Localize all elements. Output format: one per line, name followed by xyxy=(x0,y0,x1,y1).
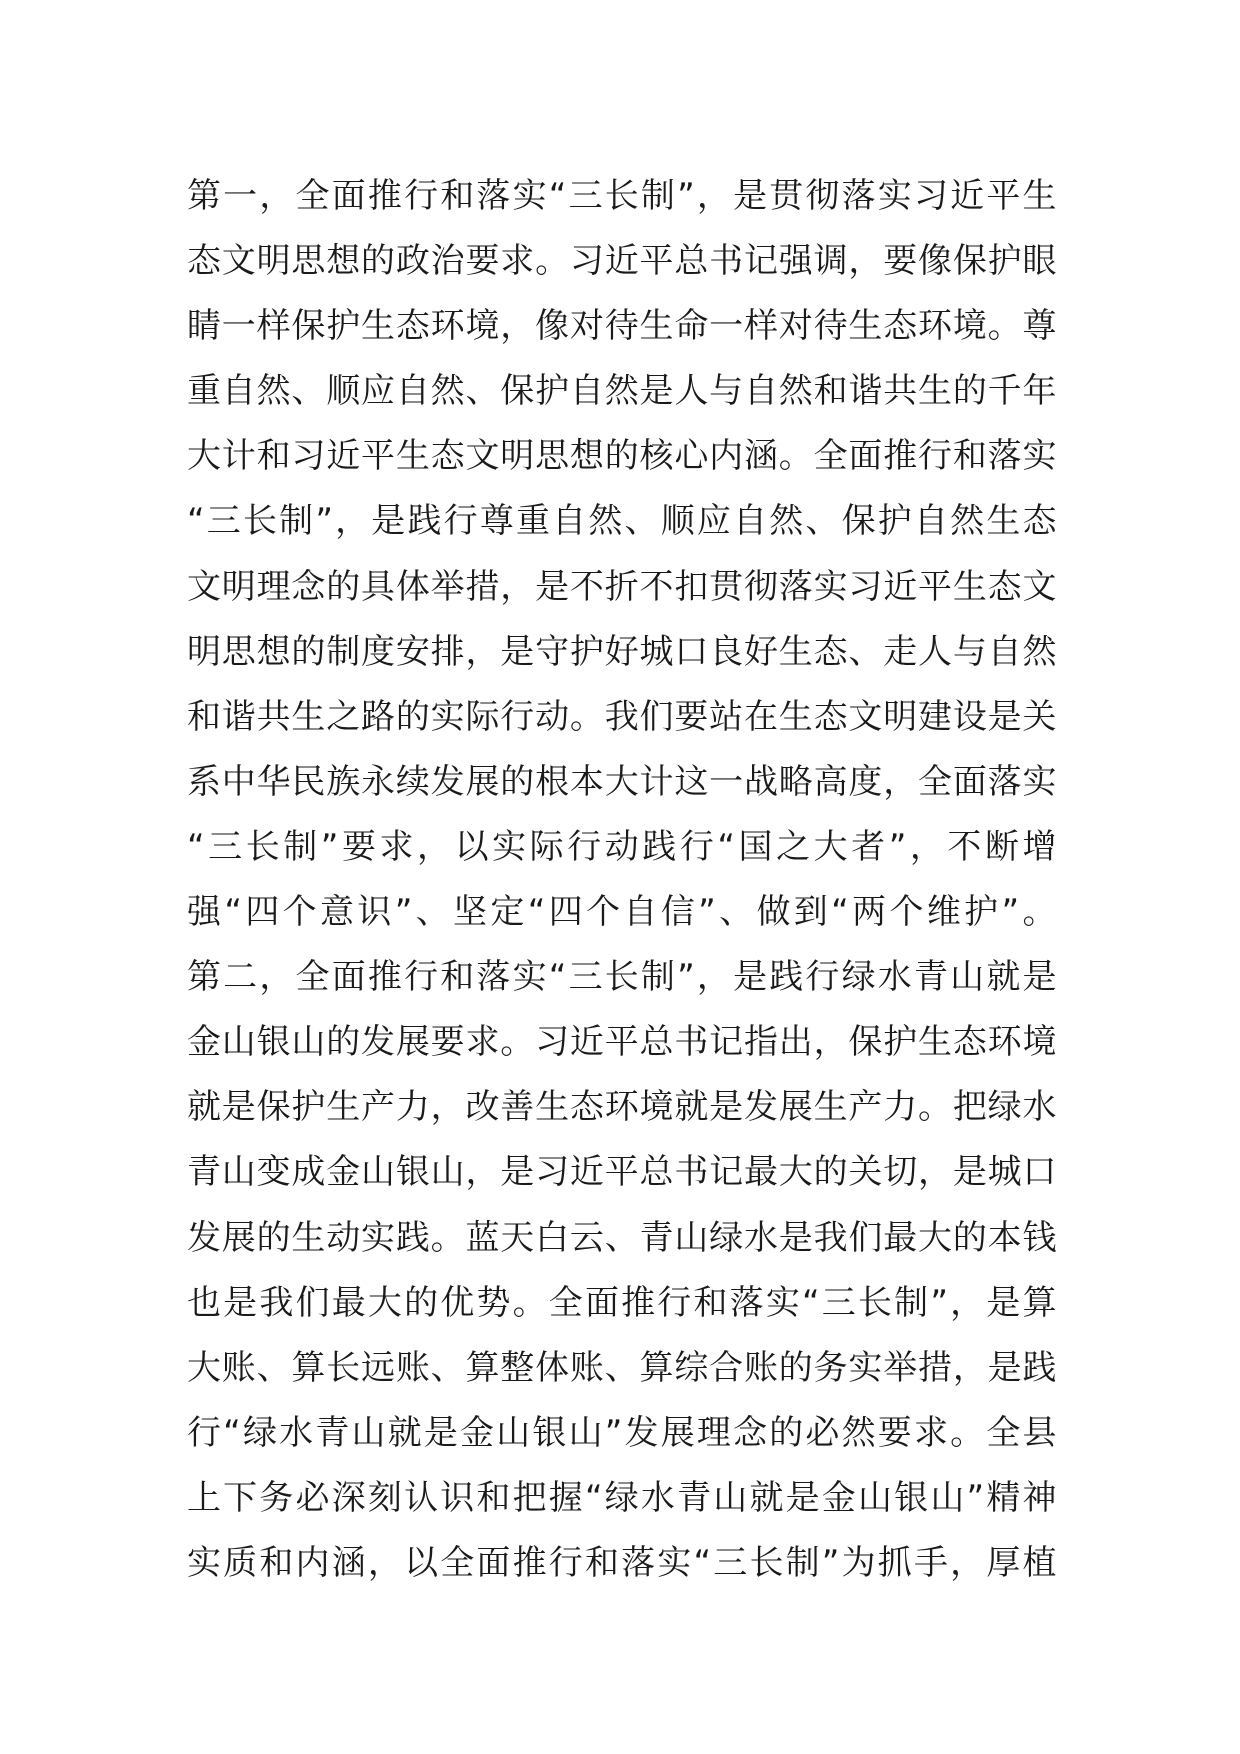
text-line: 就是保护生产力，改善生态环境就是发展生产力。把绿水 xyxy=(187,1087,1057,1128)
text-line: 大计和习近平生态文明思想的核心内涵。全面推行和落实 xyxy=(187,436,1057,477)
text-line: 青山变成金山银山，是习近平总书记最大的关切，是城口 xyxy=(187,1152,1057,1193)
text-line: 金山银山的发展要求。习近平总书记指出，保护生态环境 xyxy=(187,1022,1057,1063)
text-line: “三长制”，是践行尊重自然、顺应自然、保护自然生态 xyxy=(187,501,1057,542)
text-line: 第二，全面推行和落实“三长制”，是践行绿水青山就是 xyxy=(187,957,1057,998)
text-line: 第一，全面推行和落实“三长制”，是贯彻落实习近平生 xyxy=(187,176,1057,216)
body-text xyxy=(187,164,1057,1596)
text-line: 发展的生动实践。蓝天白云、青山绿水是我们最大的本钱 xyxy=(187,1217,1057,1258)
text-line: 和谐共生之路的实际行动。我们要站在生态文明建设是关 xyxy=(187,696,1057,737)
text-line: “三长制”要求，以实际行动践行“国之大者”，不断增 xyxy=(187,826,1057,867)
text-line: 大账、算长远账、算整体账、算综合账的务实举措，是践 xyxy=(187,1347,1057,1388)
text-line: 态文明思想的政治要求。习近平总书记强调，要像保护眼 xyxy=(187,241,1057,282)
text-line: 系中华民族永续发展的根本大计这一战略高度，全面落实 xyxy=(187,761,1057,802)
text-line: 睛一样保护生态环境，像对待生命一样对待生态环境。尊 xyxy=(187,306,1057,347)
text-line: 上下务必深刻认识和把握“绿水青山就是金山银山”精神 xyxy=(187,1477,1057,1518)
text-line: 明思想的制度安排，是守护好城口良好生态、走人与自然 xyxy=(187,631,1057,672)
text-line: 文明理念的具体举措，是不折不扣贯彻落实习近平生态文 xyxy=(187,566,1057,607)
text-line: 实质和内涵，以全面推行和落实“三长制”为抓手，厚植 xyxy=(187,1542,1057,1583)
text-line: 行“绿水青山就是金山银山”发展理念的必然要求。全县 xyxy=(187,1412,1057,1453)
text-line: 重自然、顺应自然、保护自然是人与自然和谐共生的千年 xyxy=(187,371,1057,412)
text-line: 也是我们最大的优势。全面推行和落实“三长制”，是算 xyxy=(187,1282,1057,1323)
text-line: 强“四个意识”、坚定“四个自信”、做到“两个维护”。 xyxy=(187,892,1057,933)
